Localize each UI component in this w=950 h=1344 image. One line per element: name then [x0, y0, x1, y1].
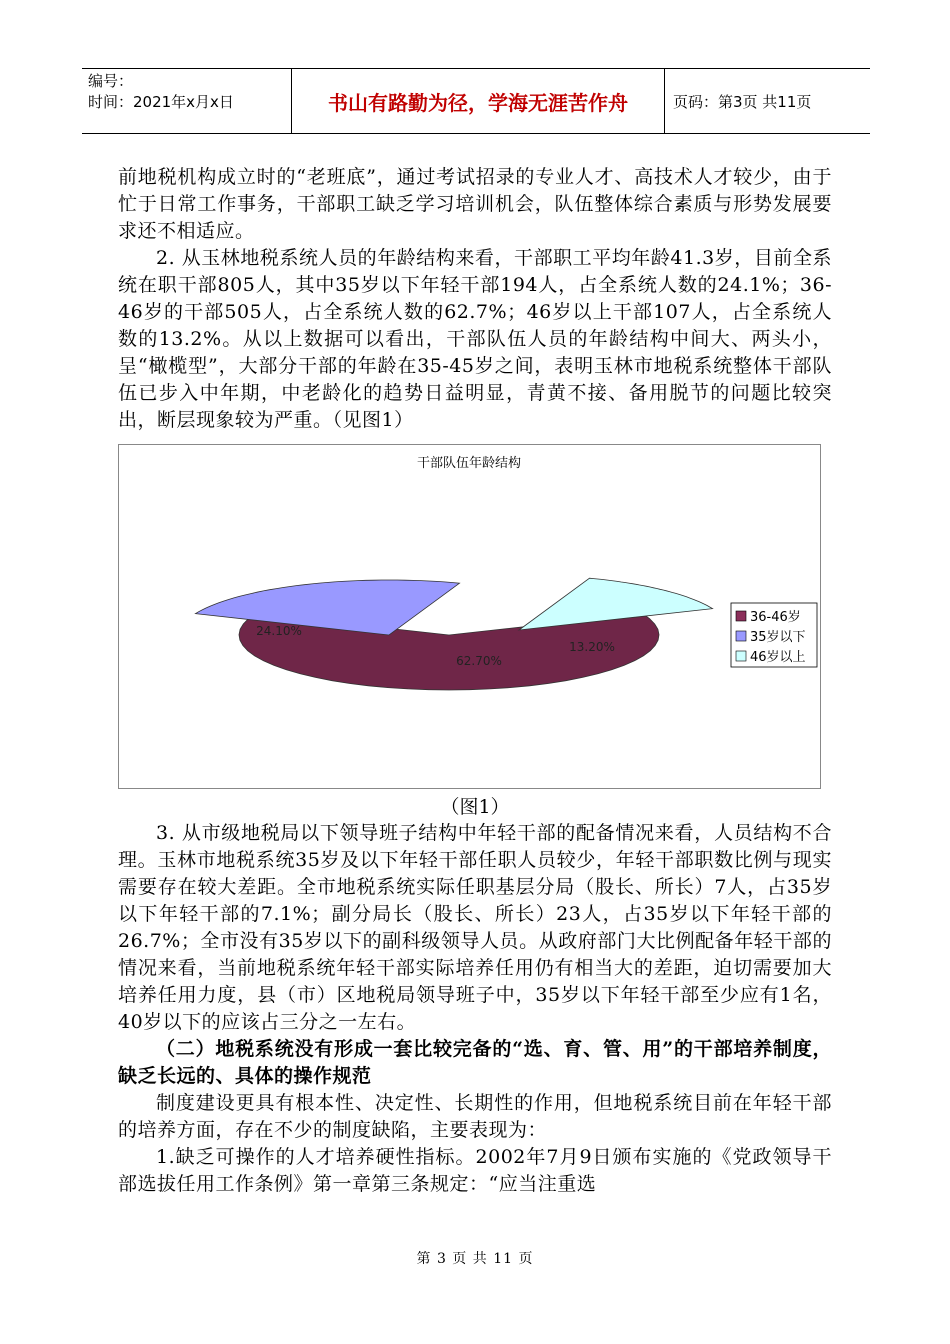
age-structure-chart: [118, 444, 821, 789]
document-date: 时间：2021年x月x日: [88, 93, 234, 111]
legend-swatch-1: [736, 631, 746, 641]
header-page-info: 页码：第3页 共11页: [673, 92, 812, 111]
chart-title: 干部队伍年龄结构: [416, 456, 522, 471]
figure-caption: （图1）: [440, 796, 510, 818]
paragraph-2: 2. 从玉林地税系统人员的年龄结构来看，干部职工平均年龄41.3岁，目前全系统在职干部805人，其中35岁以下年轻干部194人，占全系统人数的24.1%；36-46岁的干部505人，占全系统人数的62.7%；46岁以上干部107人，占全系统人数的13.2%。从以上数据可以看出，干部队伍人员的年龄结构中间大、两头小，呈“橄榄型”，大部分干部的年龄在35-45岁之间，表明玉林市地税系统整体干部队伍已步入中年期，中老龄化的趋势日益明显，青黄不接、备用脱节的问题比较突出，断层现象较为严重。（见图1）: [118, 247, 832, 431]
section-heading: （二）地税系统没有形成一套比较完备的“选、育、管、用”的干部培养制度，缺乏长远的、具体的操作规范: [118, 1038, 832, 1087]
data-label-2: 13.20%: [569, 640, 615, 654]
legend-label-1: 35岁以下: [750, 630, 806, 645]
legend-swatch-2: [736, 651, 746, 661]
data-label-1: 24.10%: [256, 624, 302, 638]
header-meta: [82, 69, 292, 133]
paragraph-5: 1.缺乏可操作的人才培养硬性指标。2002年7月9日颁布实施的《党政领导干部选拔任用工作条例》第一章第三条规定：“应当注重选: [118, 1146, 832, 1195]
page-footer: 第 3 页 共 11 页: [416, 1251, 534, 1267]
body-bottom: [118, 820, 832, 1198]
data-label-0: 62.70%: [456, 654, 502, 668]
slice-under-35: [196, 580, 460, 635]
chart-svg: [119, 445, 820, 788]
legend-swatch-0: [736, 611, 746, 621]
page-header: [82, 68, 870, 134]
paragraph-3: 3. 从市级地税局以下领导班子结构中年轻干部的配备情况来看，人员结构不合理。玉林市地税系统35岁及以下年轻干部任职人员较少，年轻干部职数比例与现实需要存在较大差距。全市地税系统实际任职基层分局（股长、所长）7人，占35岁以下年轻干部的7.1%；副分局长（股长、所长）23人，占35岁以下年轻干部的26.7%；全市没有35岁以下的副科级领导人员。从政府部门大比例配备年轻干部的情况来看，当前地税系统年轻干部实际培养任用仍有相当大的差距，迫切需要加大培养任用力度，县（市）区地税局领导班子中，35岁以下年轻干部至少应有1名，40岁以下的应该占三分之一左右。: [118, 822, 832, 1033]
header-motto: 书山有路勤为径，学海无涯苦作舟: [292, 69, 665, 133]
body-top: [118, 164, 832, 434]
legend-label-2: 46岁以上: [750, 650, 806, 665]
paragraph-4: 制度建设更具有根本性、决定性、长期性的作用，但地税系统目前在年轻干部的培养方面，存在不少的制度缺陷，主要表现为：: [118, 1092, 832, 1141]
legend-label-0: 36-46岁: [750, 610, 801, 625]
paragraph-1: 前地税机构成立时的“老班底”，通过考试招录的专业人才、高技术人才较少，由于忙于日常工作事务，干部职工缺乏学习培训机会，队伍整体综合素质与形势发展要求还不相适应。: [118, 166, 832, 242]
document-number: 编号：: [88, 72, 134, 90]
